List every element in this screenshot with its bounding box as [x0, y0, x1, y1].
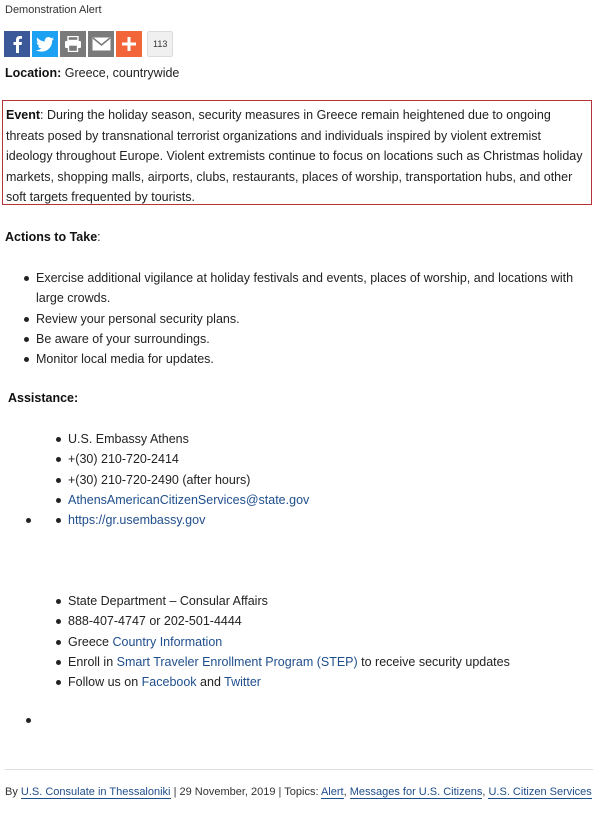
actions-heading — [5, 230, 101, 244]
country-information-link[interactable]: Country Information — [112, 634, 223, 649]
share-bar — [4, 31, 173, 57]
state-dept-name: State Department – Consular Affairs — [56, 591, 510, 611]
plus-icon — [122, 37, 136, 51]
author-link[interactable]: U.S. Consulate in Thessaloniki — [20, 786, 171, 798]
list-item: Exercise additional vigilance at holiday festivals and events, places of worship, and locations with large crowds. — [24, 268, 584, 309]
embassy-phone: +(30) 210-720-2414 — [56, 449, 309, 469]
step-suffix: to receive security updates — [357, 654, 510, 669]
follow-item — [56, 672, 510, 692]
state-dept-phones: 888-407-4747 or 202-501-4444 — [56, 611, 510, 631]
event-label: Event — [6, 108, 41, 122]
location-line — [5, 66, 179, 80]
twitter-share-button[interactable] — [32, 31, 58, 57]
embassy-contact-list — [56, 429, 309, 530]
country-info-prefix: Greece — [68, 634, 113, 649]
footer-comma: , — [343, 786, 350, 798]
footer-comma: , — [482, 786, 489, 798]
post-footer — [5, 786, 592, 798]
embassy-email-link[interactable]: AthensAmericanCitizenServices@state.gov — [68, 492, 310, 507]
share-count: 113 — [147, 31, 173, 57]
follow-and: and — [196, 675, 225, 690]
step-prefix: Enroll in — [68, 654, 117, 669]
assistance-heading — [8, 391, 78, 405]
follow-prefix: Follow us on — [68, 675, 142, 690]
email-share-button[interactable] — [88, 31, 114, 57]
topic-link-messages[interactable]: Messages for U.S. Citizens — [349, 786, 483, 798]
topic-link-citizen-services[interactable]: U.S. Citizen Services — [488, 786, 592, 798]
embassy-after-hours-phone: +(30) 210-720-2490 (after hours) — [56, 470, 309, 490]
embassy-website-link[interactable]: https://gr.usembassy.gov — [68, 513, 206, 528]
step-item — [56, 652, 510, 672]
facebook-icon — [10, 35, 24, 53]
footer-date: | 29 November, 2019 | Topics: — [170, 786, 321, 798]
assistance-heading-text: Assistance: — [8, 391, 79, 405]
twitter-link[interactable]: Twitter — [224, 675, 261, 690]
state-dept-contact-list — [56, 591, 510, 692]
event-text: : During the holiday season, security measures in Greece remain heightened due to ongoing threats posed by transnational terrorist organizations and individuals inspired by violent extremist ideology throughout Europe. Violent extremists continue to focus on locations such as Christmas holiday markets, shopping malls, airports, clubs, restaurants, places of worship, transportation hubs, and other soft targets frequented by tourists. — [6, 108, 583, 204]
more-share-button[interactable] — [116, 31, 142, 57]
actions-heading-text: Actions to Take — [5, 230, 98, 244]
topic-link-alert[interactable]: Alert — [320, 786, 344, 798]
embassy-website-item — [56, 510, 309, 530]
location-value: Greece, countrywide — [64, 66, 180, 80]
envelope-icon — [92, 37, 111, 51]
outer-bullet — [26, 518, 31, 523]
location-label: Location: — [5, 66, 62, 80]
actions-list — [24, 268, 584, 369]
step-link[interactable]: Smart Traveler Enrollment Program (STEP) — [116, 654, 358, 669]
twitter-icon — [36, 37, 54, 52]
embassy-email-item — [56, 490, 309, 510]
embassy-name: U.S. Embassy Athens — [56, 429, 309, 449]
event-box — [2, 100, 592, 205]
actions-heading-colon: : — [97, 230, 101, 244]
facebook-link[interactable]: Facebook — [141, 675, 197, 690]
footer-divider — [5, 769, 593, 770]
facebook-share-button[interactable] — [4, 31, 30, 57]
list-item: Monitor local media for updates. — [24, 349, 584, 369]
list-item: Review your personal security plans. — [24, 309, 584, 329]
list-item: Be aware of your surroundings. — [24, 329, 584, 349]
country-info-item — [56, 632, 510, 652]
alert-type-label: Demonstration Alert — [5, 4, 102, 16]
outer-bullet — [26, 718, 31, 723]
print-button[interactable] — [60, 31, 86, 57]
footer-by: By — [5, 786, 21, 798]
printer-icon — [64, 36, 82, 52]
